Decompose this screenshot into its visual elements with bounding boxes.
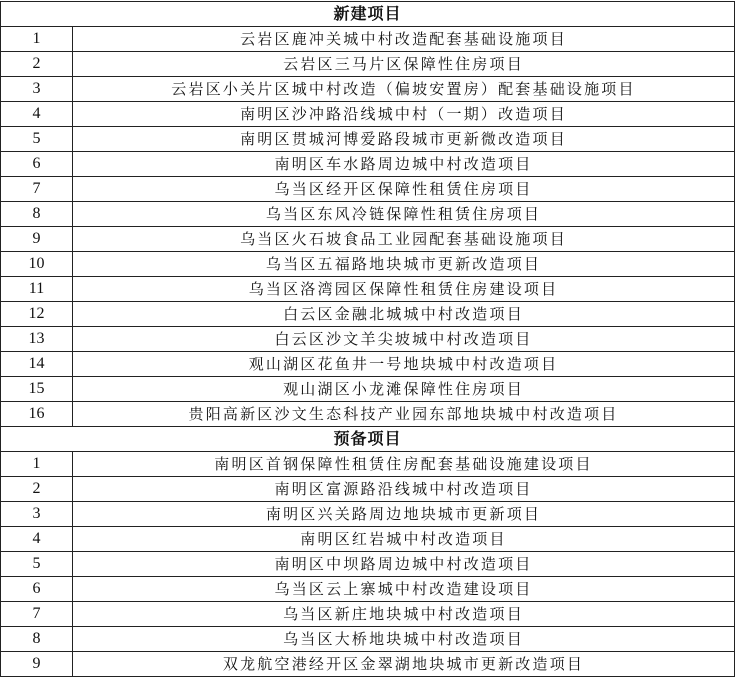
project-name: 乌当区五福路地块城市更新改造项目 <box>73 252 735 277</box>
project-name: 南明区首钢保障性租赁住房配套基础设施建设项目 <box>73 452 735 477</box>
row-number: 15 <box>1 377 73 402</box>
row-number: 1 <box>1 452 73 477</box>
project-name: 云岩区三马片区保障性住房项目 <box>73 52 735 77</box>
row-number: 2 <box>1 477 73 502</box>
table-row <box>1 452 735 477</box>
project-table-body <box>1 2 735 677</box>
table-row <box>1 477 735 502</box>
row-number: 14 <box>1 352 73 377</box>
section-title: 预备项目 <box>1 427 735 452</box>
section-header-row <box>1 427 735 452</box>
project-name: 观山湖区小龙滩保障性住房项目 <box>73 377 735 402</box>
table-row <box>1 552 735 577</box>
project-name: 双龙航空港经开区金翠湖地块城市更新改造项目 <box>73 652 735 677</box>
row-number: 4 <box>1 527 73 552</box>
table-row <box>1 627 735 652</box>
row-number: 6 <box>1 152 73 177</box>
row-number: 1 <box>1 27 73 52</box>
table-row <box>1 102 735 127</box>
row-number: 2 <box>1 52 73 77</box>
table-row <box>1 277 735 302</box>
project-name: 南明区兴关路周边地块城市更新项目 <box>73 502 735 527</box>
row-number: 8 <box>1 202 73 227</box>
row-number: 7 <box>1 602 73 627</box>
table-row <box>1 302 735 327</box>
table-row <box>1 602 735 627</box>
section-title: 新建项目 <box>1 2 735 27</box>
project-name: 南明区贯城河博爱路段城市更新微改造项目 <box>73 127 735 152</box>
table-row <box>1 402 735 427</box>
table-row <box>1 502 735 527</box>
row-number: 5 <box>1 552 73 577</box>
project-name: 观山湖区花鱼井一号地块城中村改造项目 <box>73 352 735 377</box>
row-number: 3 <box>1 502 73 527</box>
project-name: 白云区沙文羊尖坡城中村改造项目 <box>73 327 735 352</box>
row-number: 10 <box>1 252 73 277</box>
table-row <box>1 577 735 602</box>
project-name: 乌当区火石坡食品工业园配套基础设施项目 <box>73 227 735 252</box>
project-name: 乌当区东风冷链保障性租赁住房项目 <box>73 202 735 227</box>
project-name: 南明区中坝路周边城中村改造项目 <box>73 552 735 577</box>
table-row <box>1 202 735 227</box>
row-number: 16 <box>1 402 73 427</box>
project-name: 南明区沙冲路沿线城中村（一期）改造项目 <box>73 102 735 127</box>
table-row <box>1 227 735 252</box>
table-row <box>1 252 735 277</box>
table-row <box>1 652 735 677</box>
row-number: 6 <box>1 577 73 602</box>
table-row <box>1 127 735 152</box>
row-number: 11 <box>1 277 73 302</box>
table-row <box>1 352 735 377</box>
row-number: 8 <box>1 627 73 652</box>
section-header-row <box>1 2 735 27</box>
table-row <box>1 377 735 402</box>
project-name: 南明区红岩城中村改造项目 <box>73 527 735 552</box>
project-list-document <box>0 1 734 677</box>
table-row <box>1 52 735 77</box>
project-name: 南明区富源路沿线城中村改造项目 <box>73 477 735 502</box>
project-name: 乌当区新庄地块城中村改造项目 <box>73 602 735 627</box>
table-row <box>1 27 735 52</box>
row-number: 4 <box>1 102 73 127</box>
table-row <box>1 327 735 352</box>
table-row <box>1 527 735 552</box>
row-number: 12 <box>1 302 73 327</box>
project-name: 乌当区洛湾园区保障性租赁住房建设项目 <box>73 277 735 302</box>
project-name: 白云区金融北城城中村改造项目 <box>73 302 735 327</box>
row-number: 3 <box>1 77 73 102</box>
project-name: 云岩区小关片区城中村改造（偏坡安置房）配套基础设施项目 <box>73 77 735 102</box>
project-name: 南明区车水路周边城中村改造项目 <box>73 152 735 177</box>
row-number: 9 <box>1 227 73 252</box>
row-number: 13 <box>1 327 73 352</box>
table-row <box>1 152 735 177</box>
row-number: 9 <box>1 652 73 677</box>
project-name: 乌当区大桥地块城中村改造项目 <box>73 627 735 652</box>
project-table <box>0 1 735 677</box>
table-row <box>1 177 735 202</box>
table-row <box>1 77 735 102</box>
project-name: 乌当区经开区保障性租赁住房项目 <box>73 177 735 202</box>
project-name: 云岩区鹿冲关城中村改造配套基础设施项目 <box>73 27 735 52</box>
project-name: 乌当区云上寨城中村改造建设项目 <box>73 577 735 602</box>
row-number: 5 <box>1 127 73 152</box>
project-name: 贵阳高新区沙文生态科技产业园东部地块城中村改造项目 <box>73 402 735 427</box>
row-number: 7 <box>1 177 73 202</box>
